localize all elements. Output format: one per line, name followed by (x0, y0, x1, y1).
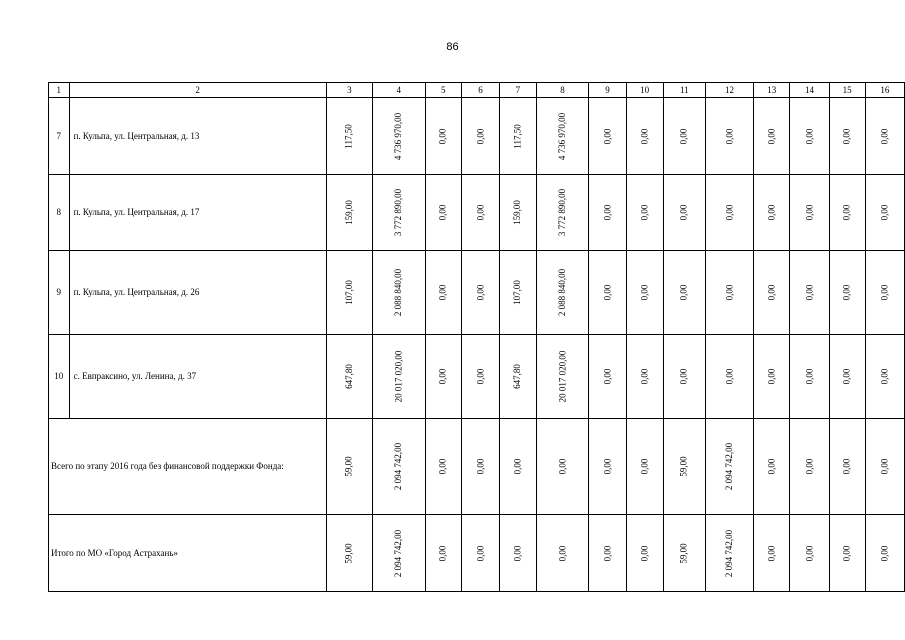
column-number-cell: 15 (829, 83, 865, 98)
value-cell (461, 251, 499, 335)
value-cell (372, 419, 425, 515)
address-cell: п. Кульпа, ул. Центральная, д. 17 (69, 175, 326, 251)
value-cell (829, 98, 865, 175)
value-cell (705, 251, 753, 335)
value-text: 647,80 (512, 364, 523, 389)
column-number-cell: 11 (663, 83, 705, 98)
value-text: 0,00 (639, 458, 650, 475)
value-cell (705, 175, 753, 251)
value-text: 0,00 (437, 284, 448, 301)
value-cell (829, 175, 865, 251)
page-number: 86 (446, 41, 459, 53)
value-text: 0,00 (601, 368, 612, 385)
value-text: 2 088 840,00 (393, 268, 404, 317)
value-cell (626, 335, 663, 419)
value-cell (326, 251, 372, 335)
value-text: 0,00 (879, 284, 890, 301)
value-cell (461, 335, 499, 419)
value-cell (589, 98, 626, 175)
value-text: 0,00 (474, 458, 485, 475)
value-cell (372, 335, 425, 419)
value-cell (425, 419, 461, 515)
row-number: 8 (49, 175, 70, 251)
value-cell (536, 98, 589, 175)
value-text: 159,00 (343, 200, 354, 225)
value-cell (790, 251, 829, 335)
value-text: 2 094 742,00 (724, 529, 735, 577)
value-text: 0,00 (639, 128, 650, 144)
value-cell (754, 515, 790, 592)
value-cell (663, 419, 705, 515)
value-text: 0,00 (437, 458, 448, 475)
value-cell (372, 175, 425, 251)
value-text: 0,00 (639, 284, 650, 301)
value-text: 0,00 (474, 128, 485, 144)
value-cell (626, 419, 663, 515)
value-text: 0,00 (678, 128, 689, 144)
value-cell (865, 419, 904, 515)
value-cell (326, 419, 372, 515)
value-cell (829, 515, 865, 592)
column-number-cell: 14 (790, 83, 829, 98)
value-cell (326, 335, 372, 419)
value-cell (500, 419, 537, 515)
address-cell: п. Кульпа, ул. Центральная, д. 13 (69, 98, 326, 175)
value-cell (536, 175, 589, 251)
value-cell (589, 515, 626, 592)
value-text: 0,00 (437, 128, 448, 144)
value-text: 2 094 742,00 (724, 442, 735, 491)
value-cell (754, 98, 790, 175)
column-number-cell: 3 (326, 83, 372, 98)
column-number-cell: 12 (705, 83, 753, 98)
column-number-cell: 9 (589, 83, 626, 98)
value-text: 0,00 (766, 204, 777, 221)
value-text: 0,00 (678, 284, 689, 301)
column-number-cell: 10 (626, 83, 663, 98)
column-number-cell: 2 (69, 83, 326, 98)
value-cell (425, 251, 461, 335)
value-cell (500, 335, 537, 419)
value-cell (589, 335, 626, 419)
value-text: 59,00 (678, 456, 689, 477)
housing-table (48, 82, 905, 592)
value-cell (589, 251, 626, 335)
value-text: 0,00 (437, 204, 448, 221)
value-text: 0,00 (879, 458, 890, 475)
value-cell (663, 175, 705, 251)
value-text: 107,00 (512, 280, 523, 305)
value-text: 0,00 (841, 545, 852, 561)
value-text: 159,00 (512, 200, 523, 225)
value-text: 3 772 890,00 (557, 188, 567, 237)
value-cell (425, 175, 461, 251)
value-text: 0,00 (474, 545, 485, 561)
value-text: 20 017 020,00 (557, 350, 567, 403)
value-text: 0,00 (601, 204, 612, 221)
value-text: 2 088 840,00 (557, 268, 567, 317)
value-text: 2 094 742,00 (393, 442, 404, 491)
value-text: 0,00 (766, 128, 777, 144)
value-cell (626, 98, 663, 175)
value-cell (754, 419, 790, 515)
table-row (49, 335, 905, 419)
value-cell (865, 515, 904, 592)
value-text: 0,00 (879, 204, 890, 221)
value-text: 0,00 (437, 545, 448, 561)
value-cell (536, 419, 589, 515)
total-label: Всего по этапу 2016 года без финансовой поддержки Фонда: (49, 419, 327, 515)
value-text: 0,00 (557, 458, 567, 475)
value-cell (461, 419, 499, 515)
value-text: 0,00 (512, 458, 523, 475)
column-number-cell: 1 (49, 83, 70, 98)
column-number-cell: 13 (754, 83, 790, 98)
value-cell (461, 175, 499, 251)
value-text: 0,00 (766, 545, 777, 561)
value-cell (500, 251, 537, 335)
value-cell (500, 515, 537, 592)
row-number: 9 (49, 251, 70, 335)
value-text: 0,00 (639, 204, 650, 221)
value-cell (865, 175, 904, 251)
value-text: 0,00 (678, 204, 689, 221)
value-cell (326, 98, 372, 175)
address-cell: с. Евпраксино, ул. Ленина, д. 37 (69, 335, 326, 419)
total-row (49, 515, 905, 592)
value-text: 0,00 (841, 128, 852, 144)
value-text: 0,00 (474, 368, 485, 385)
value-text: 0,00 (766, 458, 777, 475)
value-text: 0,00 (803, 204, 814, 221)
value-text: 0,00 (557, 545, 567, 561)
value-cell (829, 419, 865, 515)
column-number-cell: 16 (865, 83, 904, 98)
value-cell (425, 515, 461, 592)
value-cell (705, 335, 753, 419)
row-number: 7 (49, 98, 70, 175)
row-number: 10 (49, 335, 70, 419)
value-cell (790, 335, 829, 419)
value-text: 0,00 (766, 284, 777, 301)
value-text: 117,50 (343, 123, 354, 149)
value-text: 20 017 020,00 (393, 350, 404, 403)
value-cell (589, 175, 626, 251)
column-number-cell: 4 (372, 83, 425, 98)
total-label: Итого по МО «Город Астрахань» (49, 515, 327, 592)
value-cell (865, 251, 904, 335)
value-cell (705, 419, 753, 515)
value-cell (425, 335, 461, 419)
value-text: 0,00 (601, 545, 612, 561)
value-cell (626, 175, 663, 251)
value-cell (461, 515, 499, 592)
value-text: 0,00 (437, 368, 448, 385)
total-row (49, 419, 905, 515)
column-number-cell: 7 (500, 83, 537, 98)
value-text: 0,00 (474, 284, 485, 301)
value-cell (829, 251, 865, 335)
value-text: 0,00 (601, 458, 612, 475)
value-cell (865, 98, 904, 175)
value-text: 0,00 (766, 368, 777, 385)
column-number-row (49, 83, 905, 98)
value-text: 0,00 (803, 368, 814, 385)
value-text: 107,00 (343, 280, 354, 305)
value-cell (663, 515, 705, 592)
value-text: 0,00 (724, 204, 735, 221)
value-cell (536, 251, 589, 335)
column-number-cell: 5 (425, 83, 461, 98)
value-text: 0,00 (841, 368, 852, 385)
value-cell (536, 335, 589, 419)
value-text: 117,50 (512, 123, 523, 149)
value-text: 0,00 (803, 458, 814, 475)
value-text: 0,00 (639, 545, 650, 561)
value-text: 0,00 (841, 284, 852, 301)
value-cell (461, 98, 499, 175)
value-cell (500, 175, 537, 251)
value-text: 2 094 742,00 (393, 529, 404, 577)
value-text: 0,00 (724, 128, 735, 144)
value-cell (754, 175, 790, 251)
value-text: 59,00 (343, 456, 354, 477)
value-text: 59,00 (343, 542, 354, 564)
value-text: 0,00 (724, 368, 735, 385)
value-text: 0,00 (879, 368, 890, 385)
value-text: 0,00 (601, 128, 612, 144)
value-cell (536, 515, 589, 592)
address-cell: п. Кульпа, ул. Центральная, д. 26 (69, 251, 326, 335)
value-cell (754, 335, 790, 419)
value-cell (500, 98, 537, 175)
value-cell (790, 98, 829, 175)
value-text: 0,00 (803, 128, 814, 144)
table-row (49, 98, 905, 175)
value-cell (326, 175, 372, 251)
value-text: 3 772 890,00 (393, 188, 404, 237)
value-text: 0,00 (512, 545, 523, 561)
value-text: 0,00 (879, 545, 890, 561)
value-cell (663, 251, 705, 335)
value-text: 0,00 (639, 368, 650, 385)
column-number-cell: 8 (536, 83, 589, 98)
value-text: 647,80 (343, 364, 354, 389)
table-row (49, 175, 905, 251)
value-text: 0,00 (474, 204, 485, 221)
value-cell (790, 419, 829, 515)
value-text: 4 736 970,00 (393, 112, 404, 160)
value-cell (589, 419, 626, 515)
value-cell (626, 515, 663, 592)
column-number-cell: 6 (461, 83, 499, 98)
value-text: 0,00 (803, 284, 814, 301)
value-cell (754, 251, 790, 335)
table-row (49, 251, 905, 335)
value-text: 0,00 (724, 284, 735, 301)
value-cell (865, 335, 904, 419)
value-cell (829, 335, 865, 419)
value-text: 0,00 (678, 368, 689, 385)
value-text: 0,00 (879, 128, 890, 144)
value-cell (626, 251, 663, 335)
value-cell (372, 98, 425, 175)
value-text: 0,00 (841, 204, 852, 221)
value-cell (425, 98, 461, 175)
value-cell (663, 335, 705, 419)
value-text: 0,00 (803, 545, 814, 561)
value-cell (663, 98, 705, 175)
value-text: 59,00 (678, 542, 689, 564)
value-text: 0,00 (841, 458, 852, 475)
value-cell (705, 98, 753, 175)
value-text: 4 736 970,00 (557, 112, 567, 160)
value-cell (790, 515, 829, 592)
value-cell (790, 175, 829, 251)
value-cell (372, 515, 425, 592)
value-cell (705, 515, 753, 592)
value-cell (326, 515, 372, 592)
value-cell (372, 251, 425, 335)
value-text: 0,00 (601, 284, 612, 301)
